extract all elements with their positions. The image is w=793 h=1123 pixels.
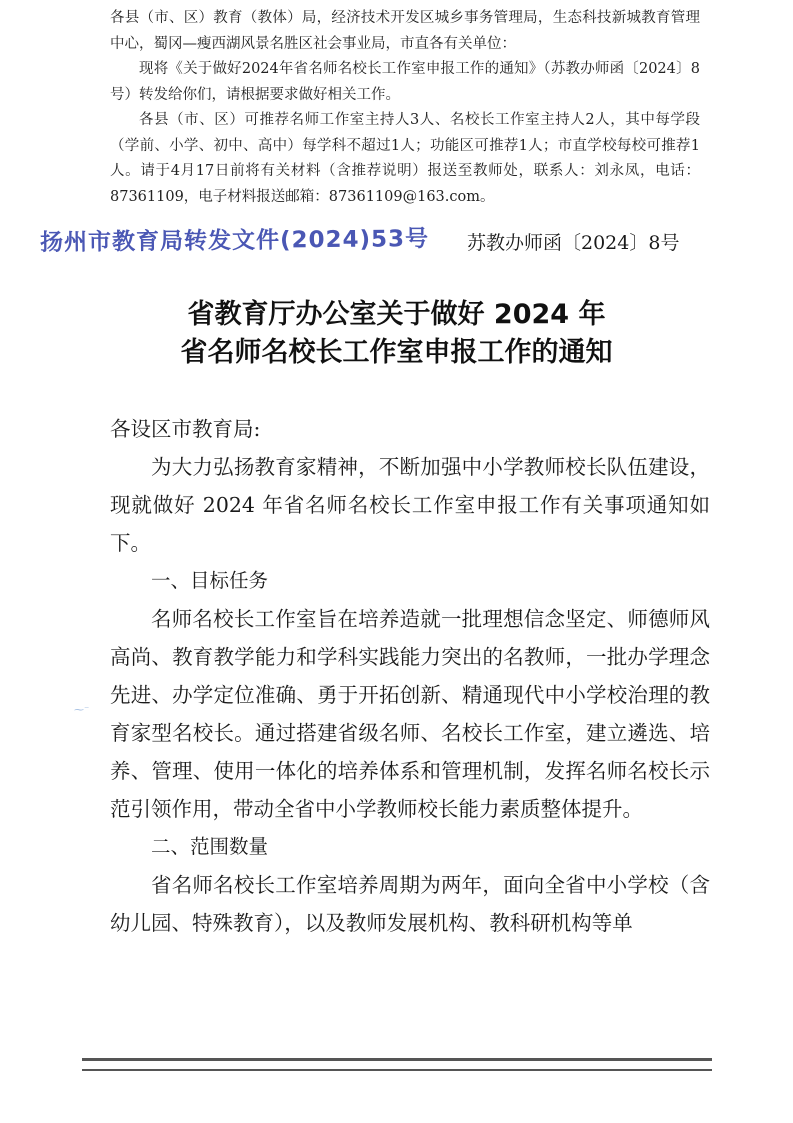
footer-divider [82, 1058, 712, 1071]
document-title [0, 296, 793, 372]
document-title-line1: 省教育厅办公室关于做好 2024 年 [187, 299, 606, 330]
intro-paragraph: 为大力弘扬教育家精神，不断加强中小学教师校长队伍建设，现就做好 2024 年省名师名校长工作室申报工作有关事项通知如下。 [110, 455, 710, 555]
document-body [110, 410, 710, 942]
salutation: 各设区市教育局: [110, 417, 261, 441]
section-text-goals: 名师名校长工作室旨在培养造就一批理想信念坚定、师德师风高尚、教育教学能力和学科实践能力突出的名教师，一批办学理念先进、办学定位准确、勇于开拓创新、精通现代中小学校治理的教育家型名校长。通过搭建省级名师、名校长工作室，建立遴选、培养、管理、使用一体化的培养体系和管理机制，发挥名师名校长示范引领作用，带动全省中小学教师校长能力素质整体提升。 [110, 607, 710, 821]
section-text-scope: 省名师名校长工作室培养周期为两年，面向全省中小学校（含幼儿园、特殊教育），以及教师发展机构、教科研机构等单 [110, 873, 710, 935]
section-heading-scope: 二、范围数量 [151, 835, 269, 858]
scan-artifact: ⁓⁻ [74, 705, 90, 716]
document-number: 苏教办师函〔2024〕8号 [467, 232, 680, 254]
forwarding-note-recipients: 各县（市、区）教育（教体）局，经济技术开发区城乡事务管理局，生态科技新城教育管理中心，蜀冈—瘦西湖风景名胜区社会事业局，市直各有关单位： [110, 10, 700, 52]
forwarding-note-quota: 各县（市、区）可推荐名师工作室主持人3人、名校长工作室主持人2人，其中每学段（学前、小学、初中、高中）每学科不超过1人；功能区可推荐1人；市直学校每校可推荐1人。请于4月17日前将有关材料（含推荐说明）报送至教师处，联系人：刘永凤，电话：87361109，电子材料报送邮箱：87361109@163.com。 [110, 112, 700, 205]
document-title-line2: 省名师名校长工作室申报工作的通知 [180, 337, 613, 368]
forwarding-stamp: 扬州市教育局转发文件(2024)53号 [39, 225, 430, 257]
section-heading-goals: 一、目标任务 [151, 569, 269, 592]
forwarding-note [110, 6, 700, 210]
forwarding-note-body: 现将《关于做好2024年省名师名校长工作室申报工作的通知》（苏教办师函〔2024〕8号）转发给你们，请根据要求做好相关工作。 [110, 61, 700, 103]
